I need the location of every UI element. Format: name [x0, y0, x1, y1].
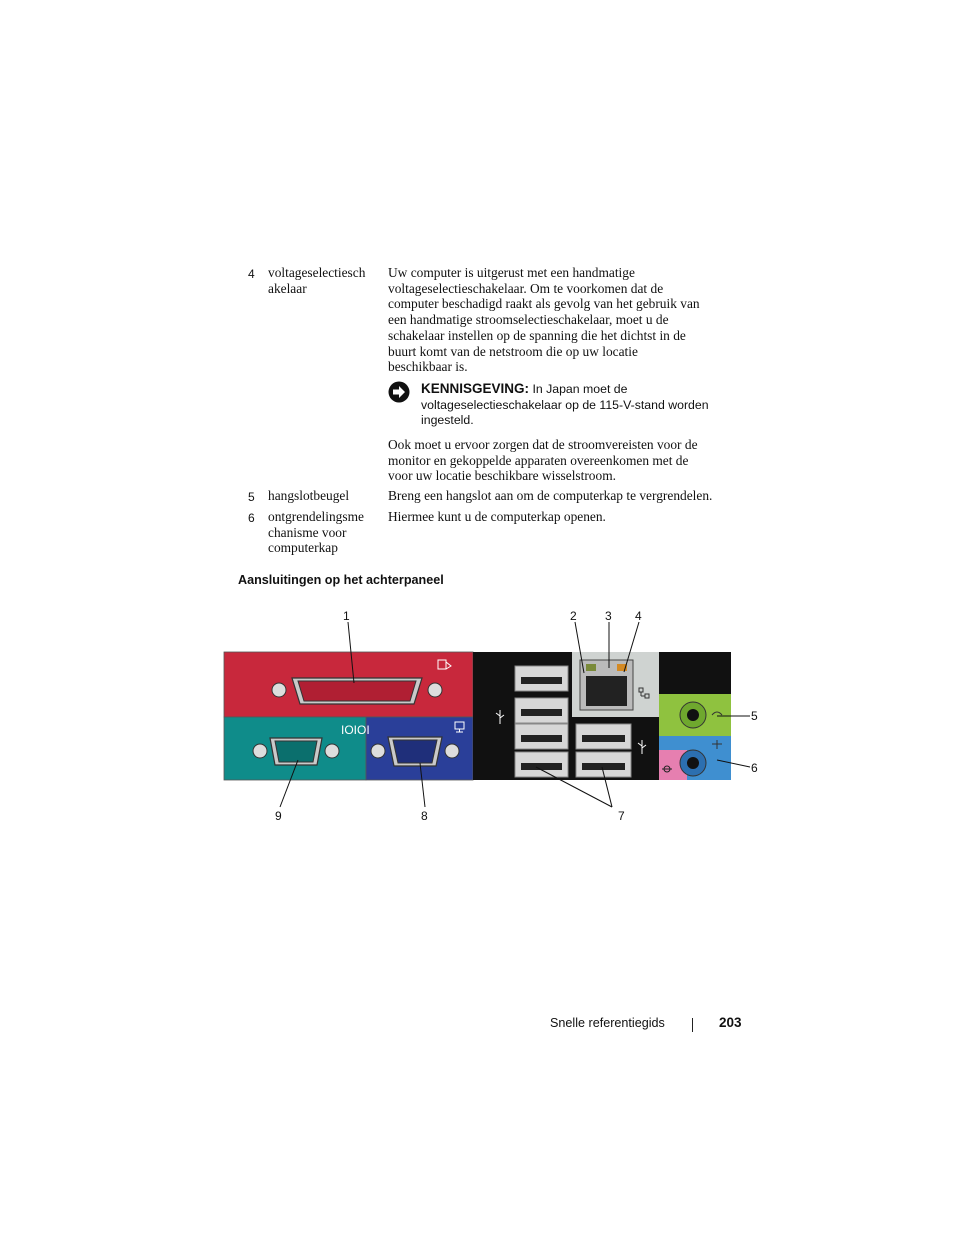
row-number: 5 [248, 490, 255, 504]
row-description: Uw computer is uitgerust met een handmatige voltageselectieschakelaar. Om te voorkomen dat de computer beschadigd raakt als gevolg van het gebruik van een handmatige stroomselectieschakelaar, moet u de schakelaar instellen op de spanning die het dichtst in de buurt komt van de netstroom die op uw locatie beschikbaar is. [388, 265, 700, 375]
serial-port-icon: IOIOI [341, 723, 370, 737]
notice-arrow-icon [388, 381, 410, 403]
callout-6: 6 [751, 761, 758, 775]
usb-ports-left [515, 666, 568, 777]
callout-5: 5 [751, 709, 758, 723]
audio-out-jack [680, 702, 706, 728]
back-panel-figure [210, 600, 770, 830]
footer-title: Snelle referentiegids [550, 1016, 665, 1030]
callout-8: 8 [421, 809, 428, 823]
row-term: hangslotbeugel [268, 488, 350, 503]
callout-2: 2 [570, 609, 577, 623]
section-heading: Aansluitingen op het achterpaneel [238, 573, 444, 587]
callout-7: 7 [618, 809, 625, 823]
page-number: 203 [719, 1015, 742, 1030]
notice-text: KENNISGEVING: In Japan moet de voltageselectieschakelaar op de 115-V-stand worden ingesteld. [421, 381, 709, 428]
callout-3: 3 [605, 609, 612, 623]
notice-label: KENNISGEVING: [421, 381, 530, 396]
callout-4: 4 [635, 609, 642, 623]
row-term: voltageselectiesch akelaar [268, 265, 366, 296]
audio-in-jack [680, 750, 706, 776]
callout-9: 9 [275, 809, 282, 823]
row-description: Breng een hangslot aan om de computerkap te vergrendelen. [388, 488, 713, 503]
row-description: Hiermee kunt u de computerkap openen. [388, 509, 606, 524]
row-term: ontgrendelingsme chanisme voor computerkap [268, 509, 364, 556]
callout-1: 1 [343, 609, 350, 623]
row-number: 6 [248, 511, 255, 525]
row-number: 4 [248, 267, 255, 281]
footer-separator [692, 1018, 693, 1032]
